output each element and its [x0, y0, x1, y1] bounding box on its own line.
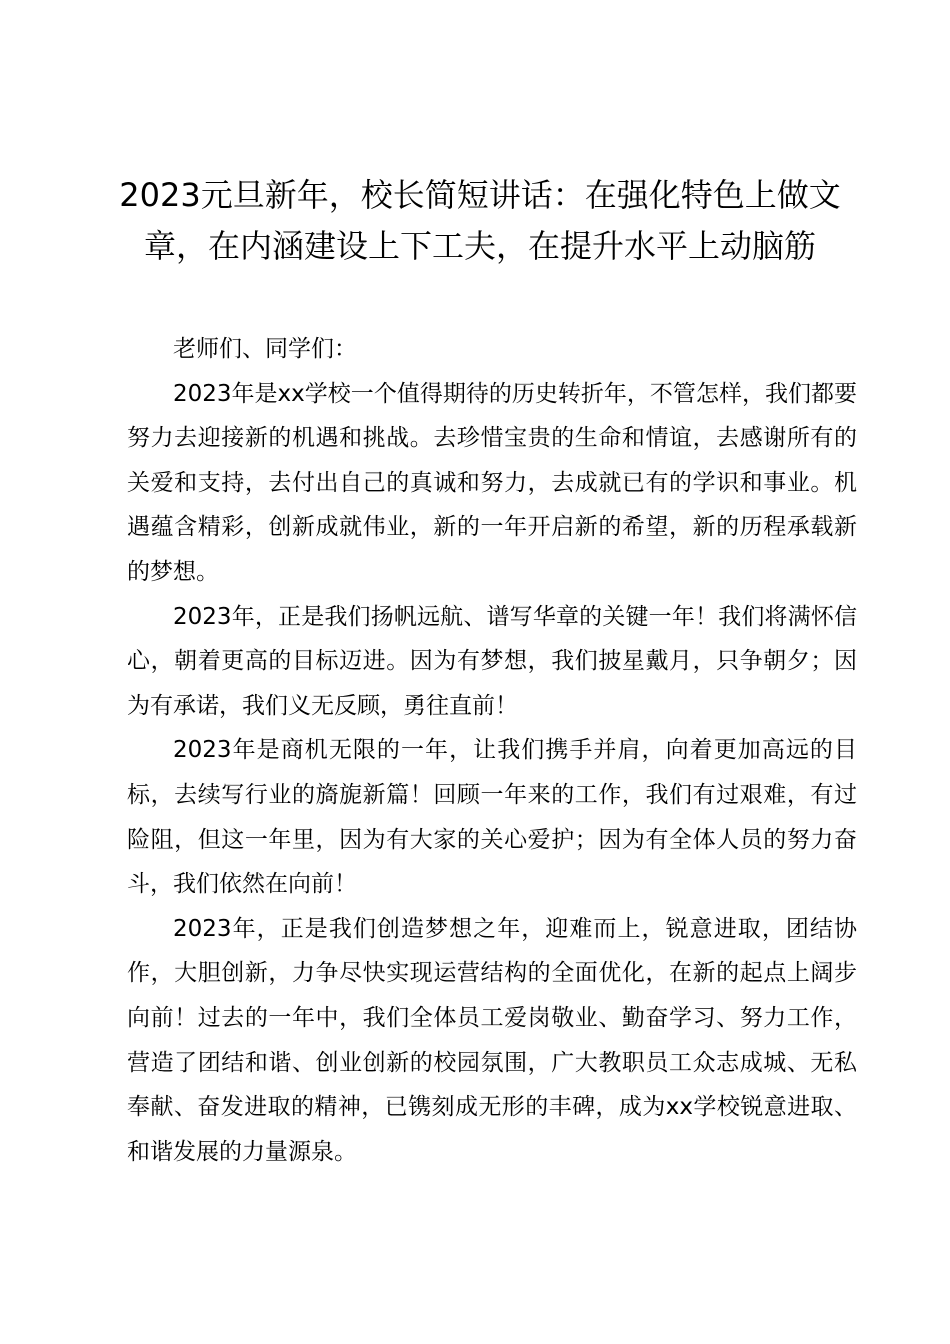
paragraph: 2023年是xx学校一个值得期待的历史转折年，不管怎样，我们都要努力去迎接新的机遇和挑战。去珍惜宝贵的生命和情谊，去感谢所有的关爱和支持，去付出自己的真诚和努力，去成就已有的学识和事业。机遇蕴含精彩，创新成就伟业，新的一年开启新的希望，新的历程承载新的梦想。 [127, 380, 857, 585]
paragraph: 2023年是商机无限的一年，让我们携手并肩，向着更加高远的目标，去续写行业的旖旎新篇！回顾一年来的工作，我们有过艰难，有过险阻，但这一年里，因为有大家的关心爱护；因为有全体人员的努力奋斗，我们依然在向前！ [127, 737, 857, 898]
greeting: 老师们、同学们： [173, 336, 357, 362]
document-body [127, 327, 857, 1174]
document-title: 2023元旦新年，校长简短讲话：在强化特色上做文章，在内涵建设上下工夫，在提升水平上动脑筋 [119, 176, 841, 265]
paragraph: 2023年，正是我们扬帆远航、谱写华章的关键一年！我们将满怀信心，朝着更高的目标迈进。因为有梦想，我们披星戴月，只争朝夕；因为有承诺，我们义无反顾，勇往直前！ [127, 603, 857, 719]
paragraph: 2023年，正是我们创造梦想之年，迎难而上，锐意进取，团结协作，大胆创新，力争尽快实现运营结构的全面优化，在新的起点上阔步向前！过去的一年中，我们全体员工爱岗敬业、勤奋学习、努力工作，营造了团结和谐、创业创新的校园氛围，广大教职员工众志成城、无私奉献、奋发进取的精神，已镌刻成无形的丰碑，成为xx学校锐意进取、和谐发展的力量源泉。 [127, 915, 857, 1165]
